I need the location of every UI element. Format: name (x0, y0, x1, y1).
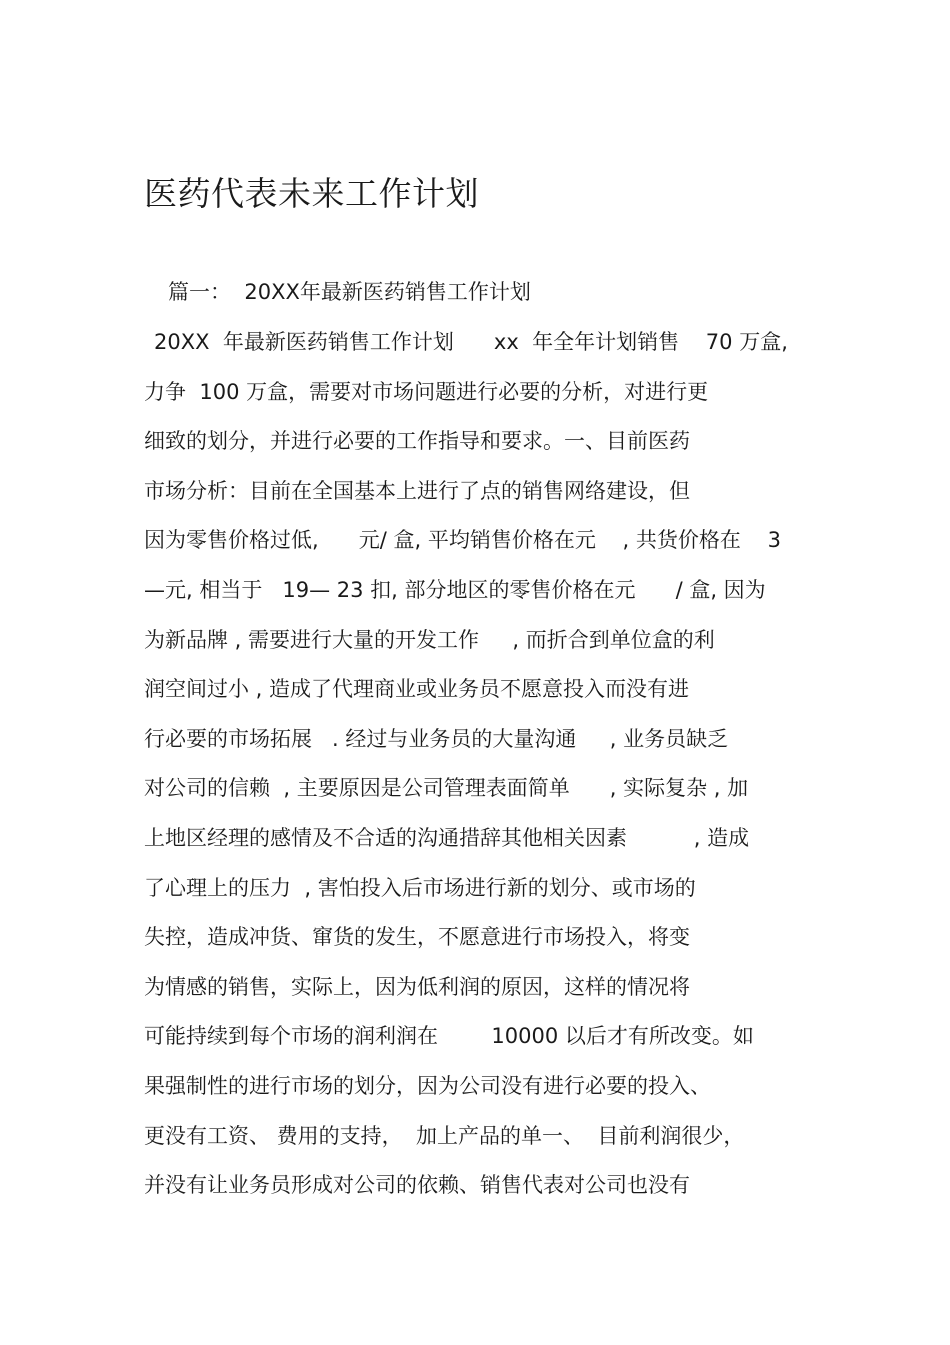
document-title: 医药代表未来工作计划 (144, 174, 479, 213)
body-line: 并没有让业务员形成对公司的依赖、销售代表对公司也没有 (144, 1173, 690, 1198)
body-line: 可能持续到每个市场的润利润在 10000 以后才有所改变。如 (144, 1024, 754, 1049)
body-line: 因为零售价格过低, 元/ 盒, 平均销售价格在元 , 共货价格在 3 (144, 528, 781, 553)
body-line: 对公司的信赖 , 主要原因是公司管理表面简单 , 实际复杂 , 加 (144, 776, 749, 801)
body-line: 上地区经理的感情及不合适的沟通措辞其他相关因素 , 造成 (144, 825, 750, 850)
body-line: 20XX 年最新医药销售工作计划 xx 年全年计划销售 70 万盒, (154, 330, 788, 354)
body-line: 失控，造成冲货、窜货的发生，不愿意进行市场投入，将变 (144, 925, 690, 950)
body-line: 行必要的市场拓展 . 经过与业务员的大量沟通 , 业务员缺乏 (144, 726, 729, 751)
body-line: 为情感的销售，实际上，因为低利润的原因，这样的情况将 (144, 974, 690, 999)
body-line: 润空间过小 , 造成了代理商业或业务员不愿意投入而没有进 (144, 677, 690, 702)
body-line: 果强制性的进行市场的划分，因为公司没有进行必要的投入、 (144, 1073, 711, 1098)
body-line: 了心理上的压力 , 害怕投入后市场进行新的划分、或市场的 (144, 875, 696, 900)
body-line: 为新品牌 , 需要进行大量的开发工作 , 而折合到单位盒的利 (144, 627, 715, 652)
body-line: 细致的划分，并进行必要的工作指导和要求。一、目前医药 (144, 429, 690, 454)
body-line: 更没有工资、 费用的支持， 加上产品的单一、 目前利润很少， (144, 1123, 745, 1148)
body-line: 市场分析：目前在全国基本上进行了点的销售网络建设，但 (144, 478, 690, 503)
body-line: 力争 100 万盒，需要对市场问题进行必要的分析，对进行更 (144, 379, 709, 404)
body-line: —元, 相当于 19— 23 扣, 部分地区的零售价格在元 / 盒, 因为 (144, 577, 766, 602)
body-text (144, 325, 824, 1218)
section-heading: 篇一： 20XX年最新医药销售工作计划 (168, 280, 531, 304)
